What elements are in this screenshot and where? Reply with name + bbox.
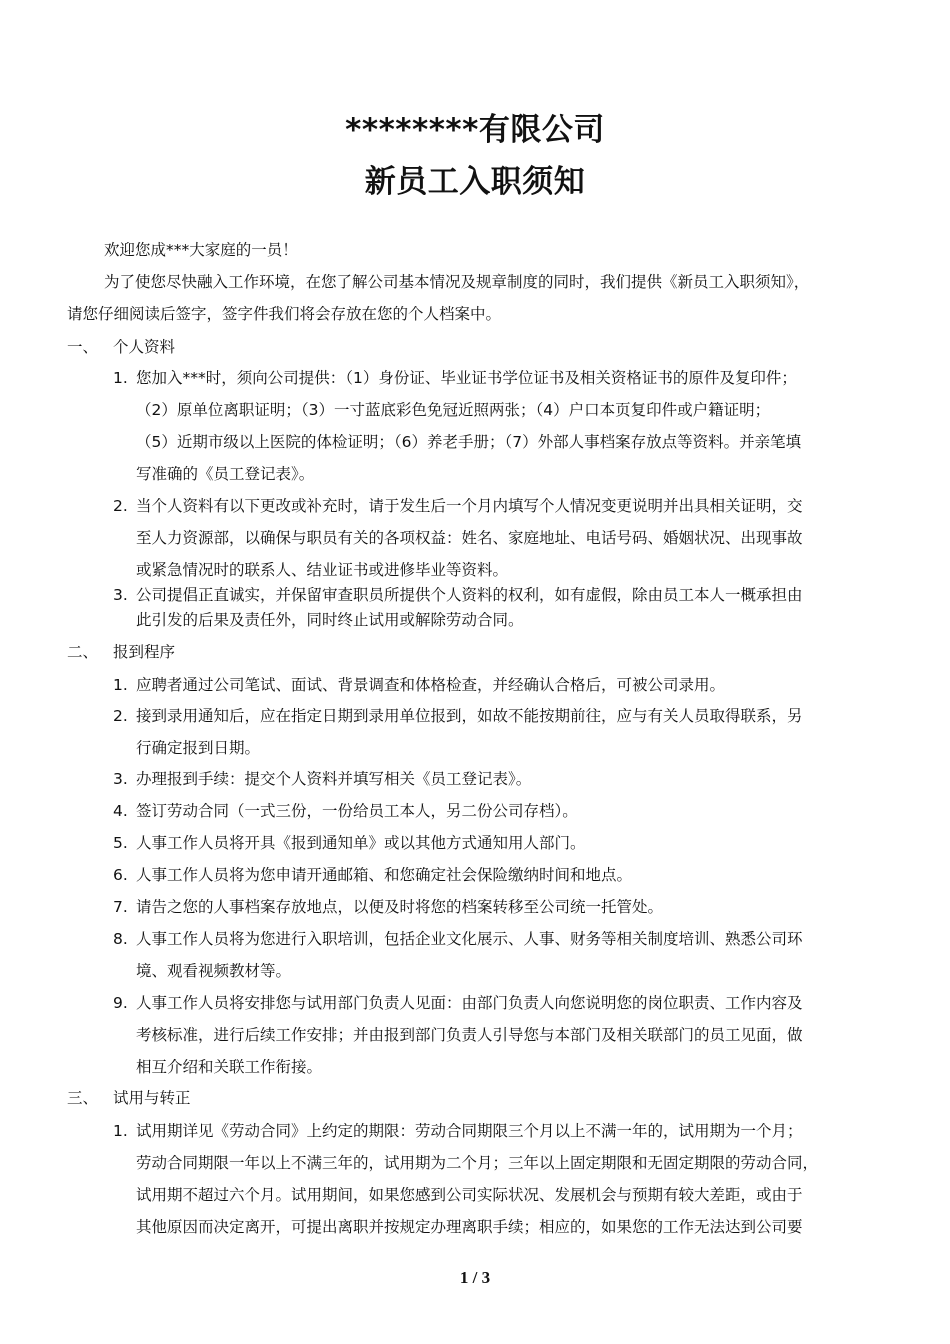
item-number: 1. [113,676,128,694]
section-title: 报到程序 [113,643,176,661]
item-text-line: 人事工作人员将安排您与试用部门负责人见面：由部门负责人向您说明您的岗位职责、工作内容及 [136,994,803,1012]
item-text-line: 人事工作人员将为您申请开通邮箱、和您确定社会保险缴纳时间和地点。 [136,866,633,884]
item-text-line: 当个人资料有以下更改或补充时，请于发生后一个月内填写个人情况变更说明并出具相关证明，交 [136,497,803,515]
section-number: 三、 [67,1089,99,1107]
item-text-line: 试用期不超过六个月。试用期间，如果您感到公司实际状况、发展机会与预期有较大差距，或由于 [136,1186,803,1204]
item-number: 7. [113,898,128,916]
item-text-line: 签订劳动合同（一式三份，一份给员工本人，另二份公司存档）。 [136,802,578,820]
item-text-line: 试用期详见《劳动合同》上约定的期限：劳动合同期限三个月以上不满一年的，试用期为一个月； [136,1122,803,1140]
item-text-line: 人事工作人员将为您进行入职培训，包括企业文化展示、人事、财务等相关制度培训、熟悉公司环 [136,930,803,948]
item-text-line: 或紧急情况时的联系人、结业证书或进修毕业等资料。 [136,561,509,579]
item-number: 4. [113,802,128,820]
intro-paragraph-line: 请您仔细阅读后签字，签字件我们将会存放在您的个人档案中。 [67,305,502,323]
item-text-line: 境、观看视频教材等。 [136,962,292,980]
item-number: 8. [113,930,128,948]
item-text-line: 此引发的后果及责任外，同时终止试用或解除劳动合同。 [136,611,524,629]
section-title: 个人资料 [113,338,176,356]
item-text-line: 写准确的《员工登记表》。 [136,465,315,483]
section-number: 一、 [67,338,99,356]
item-text-line: 行确定报到日期。 [136,739,261,757]
item-text-line: 您加入***时，须向公司提供：（1）身份证、毕业证书学位证书及相关资格证书的原件及复印件； [136,369,797,387]
item-number: 3. [113,586,128,604]
item-text-line: 至人力资源部，以确保与职员有关的各项权益：姓名、家庭地址、电话号码、婚姻状况、出现事故 [136,529,803,547]
item-text-line: 应聘者通过公司笔试、面试、背景调查和体格检查，并经确认合格后，可被公司录用。 [136,676,726,694]
item-number: 9. [113,994,128,1012]
item-number: 2. [113,707,128,725]
item-text-line: 相互介绍和关联工作衔接。 [136,1058,323,1076]
page-number: 1 / 3 [459,1268,491,1287]
item-number: 1. [113,369,128,387]
item-number: 1. [113,1122,128,1140]
item-number: 3. [113,770,128,788]
welcome-line: 欢迎您成***大家庭的一员！ [104,241,298,259]
item-text-line: 接到录用通知后，应在指定日期到录用单位报到，如故不能按期前往，应与有关人员取得联系，另 [136,707,803,725]
section-title: 试用与转正 [113,1089,191,1107]
item-text-line: 请告之您的人事档案存放地点，以便及时将您的档案转移至公司统一托管处。 [136,898,664,916]
item-text-line: （5）近期市级以上医院的体检证明；（6）养老手册；（7）外部人事档案存放点等资料。并亲笔填 [136,433,802,451]
document-title: 新员工入职须知 [364,164,586,200]
item-text-line: 劳动合同期限一年以上不满三年的，试用期为二个月；三年以上固定期限和无固定期限的劳动合同， [136,1154,819,1172]
intro-paragraph-line: 为了使您尽快融入工作环境，在您了解公司基本情况及规章制度的同时，我们提供《新员工入职须知》， [104,273,810,291]
section-number: 二、 [67,643,99,661]
item-text-line: 公司提倡正直诚实，并保留审查职员所提供个人资料的权利，如有虚假，除由员工本人一概承担由 [136,586,803,604]
company-name: ********有限公司 [345,112,605,148]
item-text-line: （2）原单位离职证明；（3）一寸蓝底彩色免冠近照两张；（4）户口本页复印件或户籍证明； [136,401,771,419]
item-text-line: 其他原因而决定离开，可提出离职并按规定办理离职手续；相应的，如果您的工作无法达到公司要 [136,1218,803,1236]
item-number: 5. [113,834,128,852]
item-text-line: 办理报到手续：提交个人资料并填写相关《员工登记表》。 [136,770,532,788]
item-text-line: 人事工作人员将开具《报到通知单》或以其他方式通知用人部门。 [136,834,586,852]
item-number: 2. [113,497,128,515]
item-text-line: 考核标准，进行后续工作安排；并由报到部门负责人引导您与本部门及相关联部门的员工见面，做 [136,1026,803,1044]
item-number: 6. [113,866,128,884]
